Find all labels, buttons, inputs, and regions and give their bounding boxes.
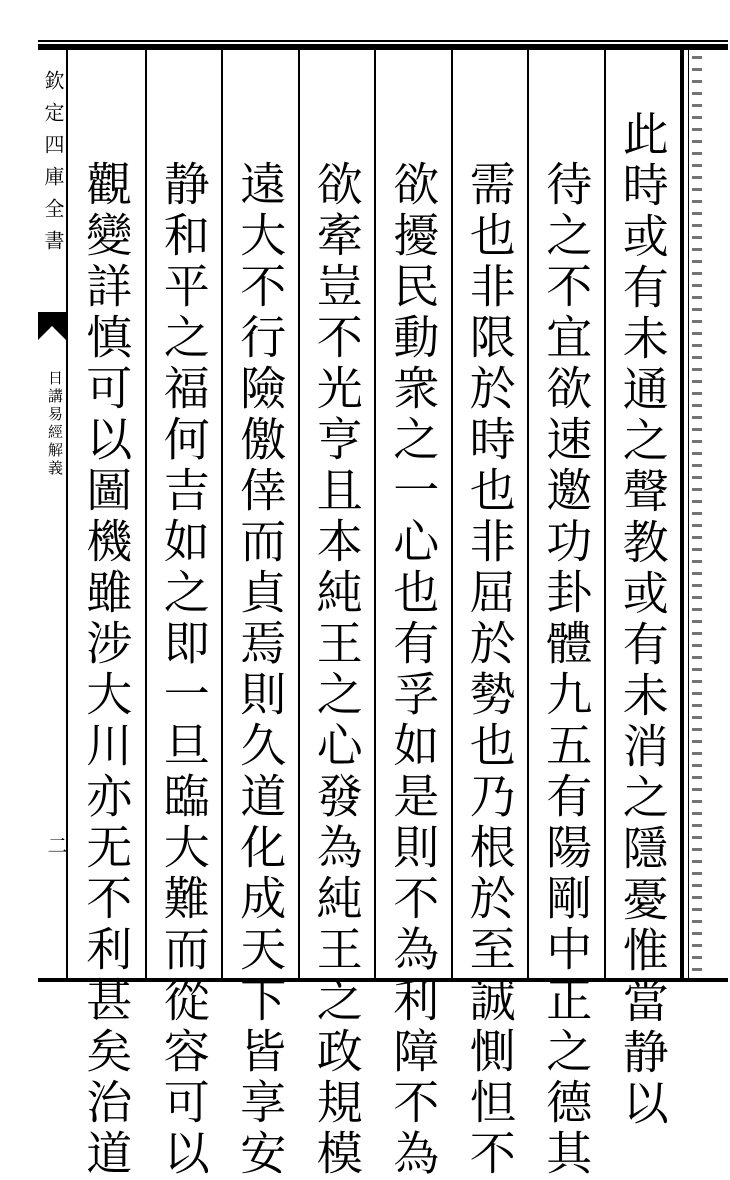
text-body <box>68 50 680 1180</box>
chapter-title: 日講易經解義 <box>46 370 64 478</box>
text-column: 觀變詳慎可以圖機雖涉大川亦无不利甚矣治道 <box>79 160 134 1180</box>
text-column: 此時或有未通之聲教或有未消之隱憂惟當静以 <box>604 50 681 978</box>
book-margin <box>38 50 68 978</box>
right-edge-decoration <box>692 44 702 982</box>
right-border-inner <box>688 44 689 982</box>
fish-tail-mark-icon <box>38 312 66 340</box>
page-number: 二 <box>44 835 68 855</box>
top-rule <box>38 40 728 42</box>
text-column: 欲牽豈不光亨且本純王之心發為純王之政規模 <box>298 50 375 978</box>
text-column: 遠大不行險儌倖而貞焉則久道化成天下皆享安 <box>221 50 298 978</box>
book-title: 欽定四庫全書 <box>41 70 65 262</box>
text-column: 欲擾民動衆之一心也有孚如是則不為利障不為 <box>374 50 451 978</box>
right-border <box>680 44 684 982</box>
text-column: 需也非限於時也非屈於勢也乃根於至誠惻怛不 <box>451 50 528 978</box>
text-column: 静和平之福何吉如之即一旦臨大難而從容可以 <box>145 50 222 978</box>
text-column: 待之不宜欲速邀功卦體九五有陽剛中正之德其 <box>527 50 604 978</box>
